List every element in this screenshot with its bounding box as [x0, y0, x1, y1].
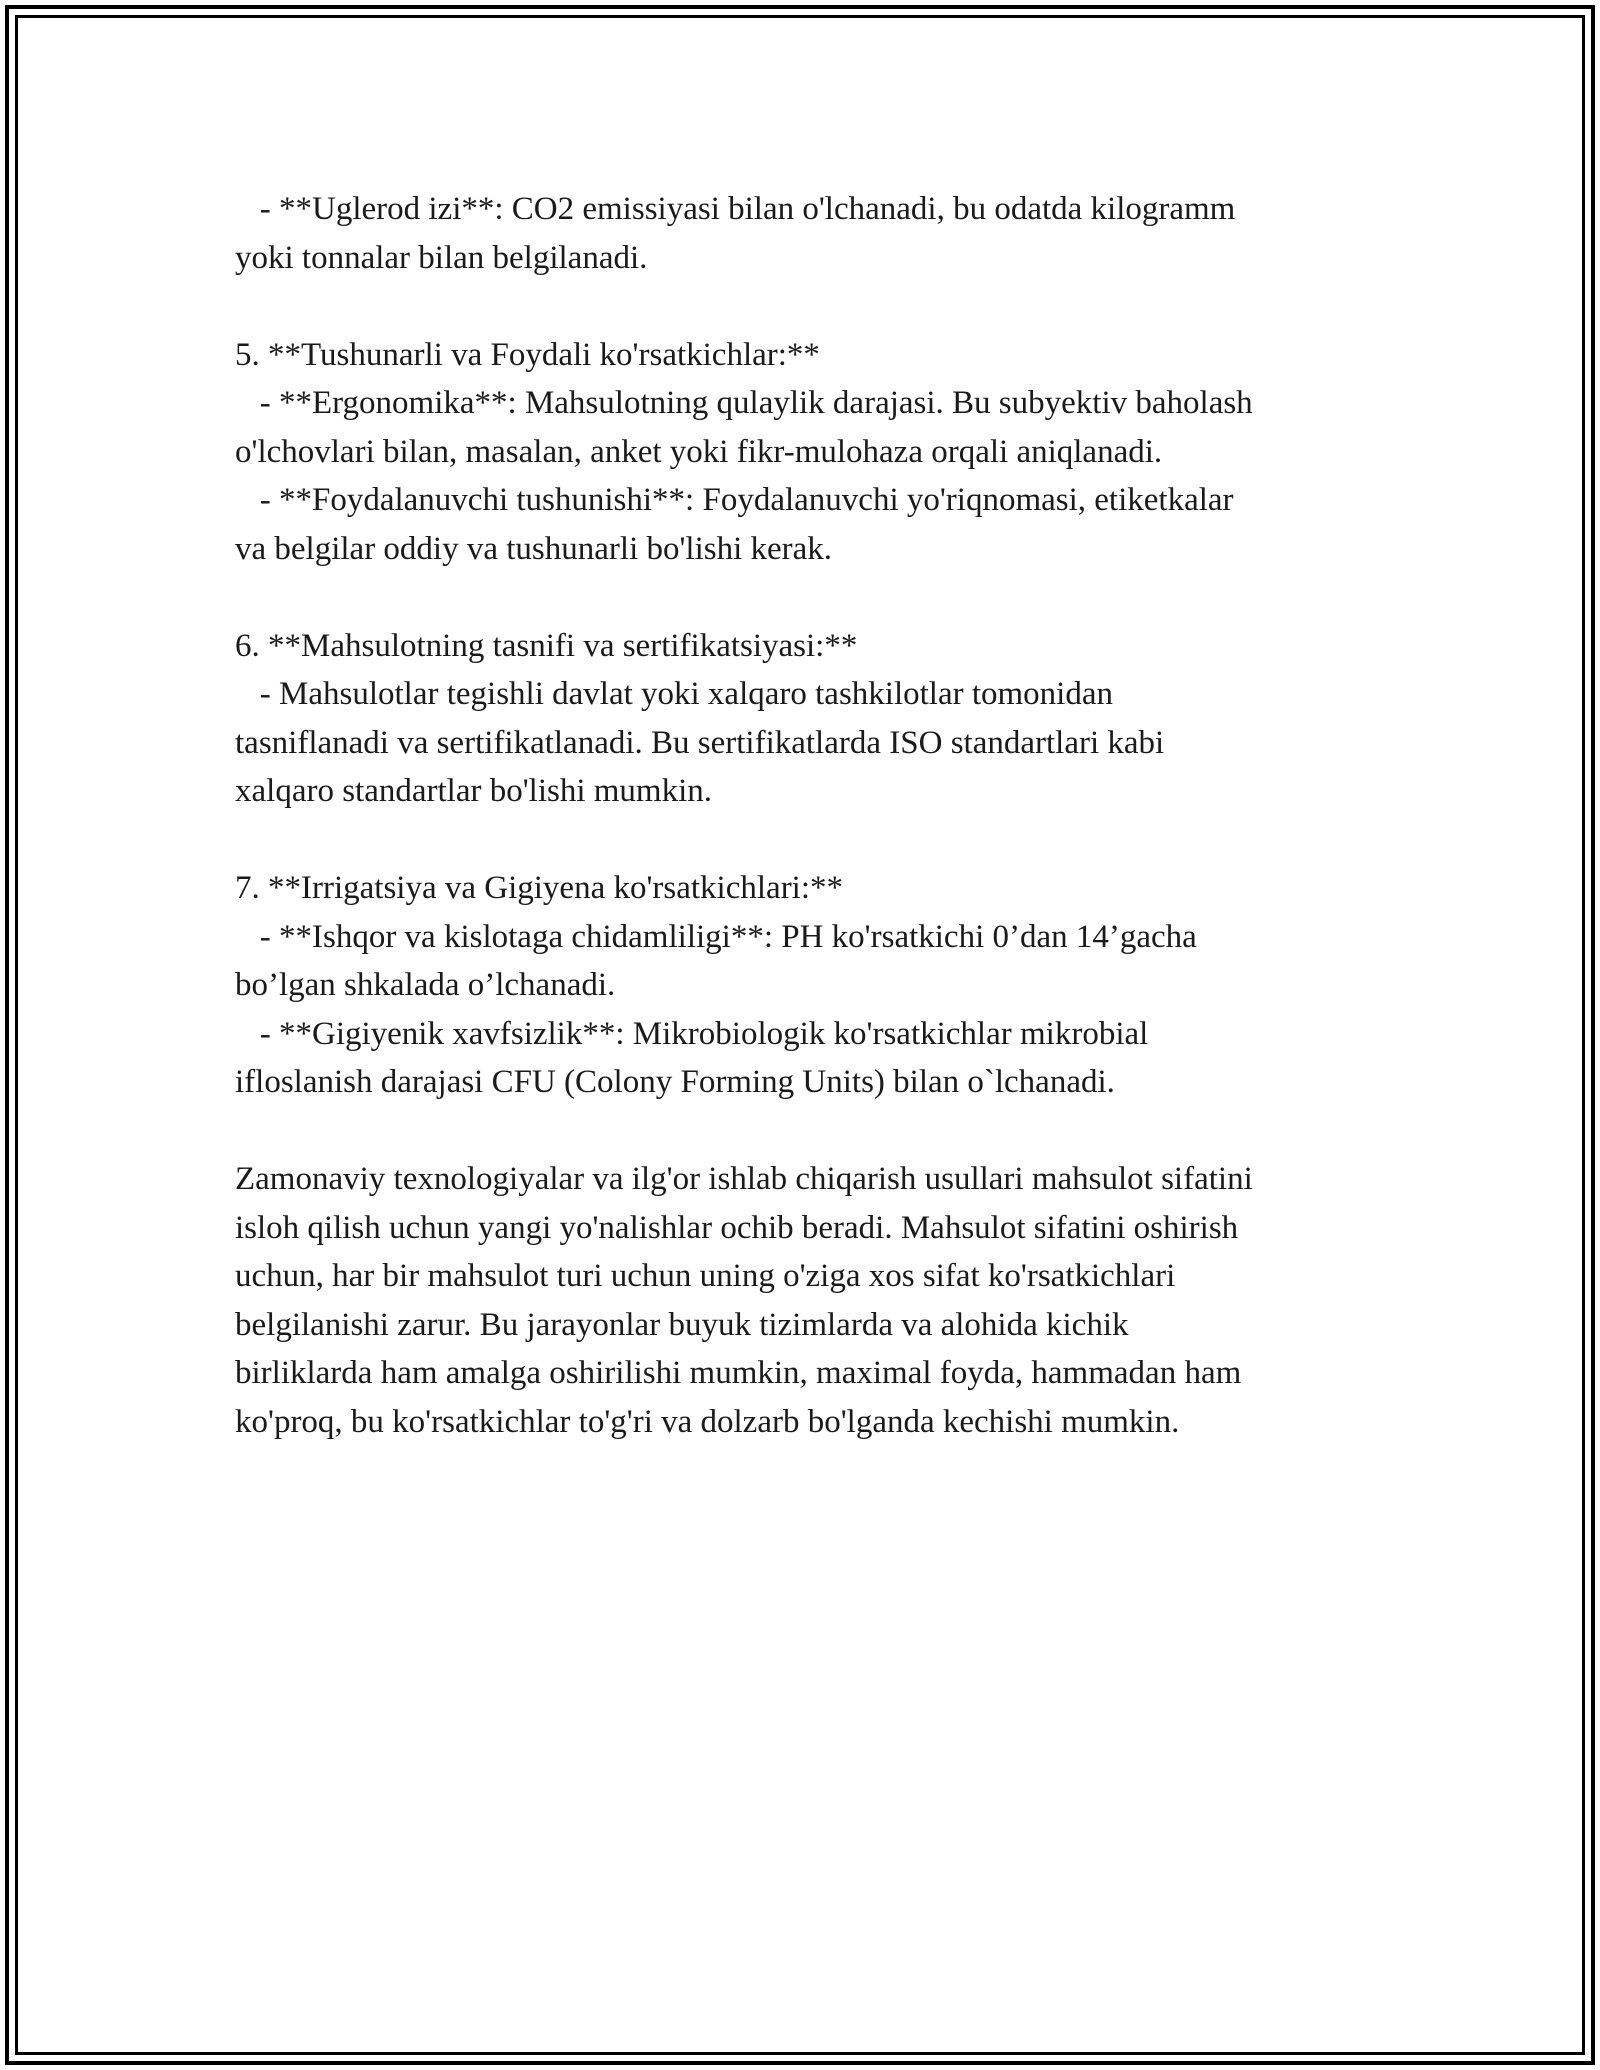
text-line: ifloslanish darajasi CFU (Colony Forming Units) bilan o`lchanadi. [235, 1064, 1115, 1100]
section-heading: 7. **Irrigatsiya va Gigiyena ko'rsatkichlari:** [235, 870, 844, 906]
text-line: o'lchovlari bilan, masalan, anket yoki fikr-mulohaza orqali aniqlanadi. [235, 433, 1163, 470]
text-line: - **Ishqor va kislotaga chidamliligi**: PH ko'rsatkichi 0’dan 14’gacha [235, 918, 1197, 955]
text-line: bo’lgan shkalada o’lchanadi. [235, 967, 616, 1003]
section-heading: 5. **Tushunarli va Foydali ko'rsatkichlar:** [235, 336, 820, 373]
conclusion-line: isloh qilish uchun yangi yo'nalishlar ochib beradi. Mahsulot sifatini oshirish [235, 1209, 1239, 1246]
text-line: - **Uglerod izi**: CO2 emissiyasi bilan o'lchanadi, bu odatda kilogramm [235, 191, 1236, 227]
conclusion-line: birliklarda ham amalga oshirilishi mumkin, maximal foyda, hammadan ham [235, 1355, 1242, 1391]
section-heading: 6. **Mahsulotning tasnifi va sertifikatsiyasi:** [235, 627, 858, 664]
text-line: tasniflanadi va sertifikatlanadi. Bu sertifikatlarda ISO standartlari kabi [235, 724, 1165, 761]
document-body [235, 185, 1385, 1446]
text-line: - **Foydalanuvchi tushunishi**: Foydalanuvchi yo'riqnomasi, etiketkalar [235, 482, 1234, 518]
conclusion-line: ko'proq, bu ko'rsatkichlar to'g'ri va dolzarb bo'lganda kechishi mumkin. [235, 1403, 1180, 1440]
paragraph-gap [235, 816, 1385, 865]
conclusion-line: uchun, har bir mahsulot turi uchun uning o'ziga xos sifat ko'rsatkichlari [235, 1258, 1176, 1294]
paragraph-gap [235, 282, 1385, 331]
text-line: yoki tonnalar bilan belgilanadi. [235, 239, 648, 276]
conclusion-line: Zamonaviy texnologiyalar va ilg'or ishlab chiqarish usullari mahsulot sifatini [235, 1161, 1253, 1197]
text-line: - Mahsulotlar tegishli davlat yoki xalqaro tashkilotlar tomonidan [235, 676, 1113, 712]
text-line: xalqaro standartlar bo'lishi mumkin. [235, 773, 713, 809]
text-line: - **Gigiyenik xavfsizlik**: Mikrobiologik ko'rsatkichlar mikrobial [235, 1015, 1149, 1052]
text-line: - **Ergonomika**: Mahsulotning qulaylik darajasi. Bu subyektiv baholash [235, 385, 1253, 421]
conclusion-line: belgilanishi zarur. Bu jarayonlar buyuk tizimlarda va alohida kichik [235, 1306, 1129, 1343]
paragraph-gap [235, 1107, 1385, 1156]
text-line: va belgilar oddiy va tushunarli bo'lishi kerak. [235, 530, 833, 567]
paragraph-gap [235, 573, 1385, 622]
